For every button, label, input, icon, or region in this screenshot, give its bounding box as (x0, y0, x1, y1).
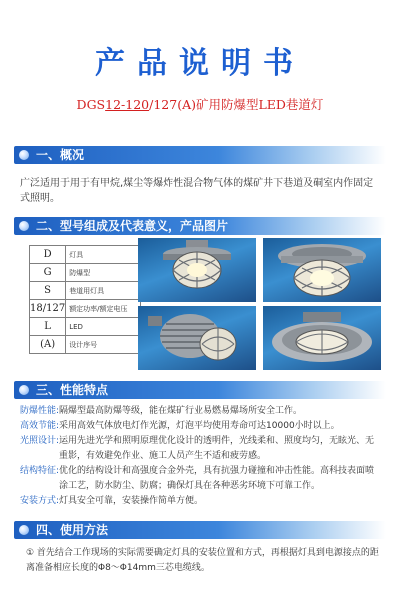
model-code-desc: 设计序号 (66, 336, 141, 354)
model-code-desc: 灯具 (66, 246, 141, 264)
list-item (20, 419, 382, 434)
subtitle-prefix: DGS (76, 97, 106, 112)
product-photo-3 (138, 306, 256, 370)
table-row (30, 300, 141, 318)
list-item (20, 404, 382, 419)
document-title: 产品说明书 (95, 46, 305, 81)
feature-key: 光照设计: (20, 436, 60, 446)
subtitle-power-range: 12-120 (105, 97, 150, 112)
table-row (30, 246, 141, 264)
table-row (30, 336, 141, 354)
feature-key: 防爆性能: (20, 406, 60, 416)
model-code: 18/127 (30, 300, 66, 318)
feature-value: 采用高效气体放电灯作光源，灯泡平均使用寿命可达10000小时以上。 (59, 421, 340, 431)
section-overview-header (14, 146, 386, 164)
feature-value: 运用先进光学和照明原理优化设计的透明件，光线柔和、照度均匀，无眩光、无重影，有效避免作业、施工人员产生不适和疲劳感。 (59, 436, 375, 461)
model-code-desc: 防爆型 (66, 264, 141, 282)
product-model-subtitle (0, 95, 400, 113)
list-item (20, 464, 382, 494)
bullet-icon (19, 150, 29, 160)
model-code-table (29, 245, 141, 354)
model-code-desc: LED (66, 318, 141, 336)
table-row (30, 282, 141, 300)
product-photo-4 (263, 306, 381, 370)
feature-key: 结构特征: (20, 466, 60, 476)
section-usage-header (14, 521, 386, 539)
feature-key: 高效节能: (20, 421, 60, 431)
model-code: S (30, 282, 66, 300)
list-item (20, 434, 382, 464)
section-model-header (14, 217, 386, 235)
model-code: G (30, 264, 66, 282)
section-features-header (14, 381, 386, 399)
model-code: D (30, 246, 66, 264)
model-code-desc: 额定功率/额定电压 (66, 300, 141, 318)
features-list (20, 404, 382, 509)
list-item (20, 494, 382, 509)
overview-text: 广泛适用于用于有甲烷,煤尘等爆炸性混合物气体的煤矿井下巷道及硐室内作固定式照明。 (20, 178, 374, 204)
model-code: L (30, 318, 66, 336)
section-usage-title: 四、使用方法 (36, 523, 109, 537)
section-features-title: 三、性能特点 (36, 383, 109, 397)
feature-value: 优化的结构设计和高强度合金外壳，具有抗强力碰撞和冲击性能。高科技表面喷涂工艺，防水防尘、防腐；确保灯具在各种恶劣环境下可靠工作。 (59, 466, 375, 491)
feature-key: 安装方式: (20, 496, 60, 506)
model-code-desc: 巷道用灯具 (66, 282, 141, 300)
subtitle-suffix: /127(A)矿用防爆型LED巷道灯 (149, 97, 324, 112)
section-model-title: 二、型号组成及代表意义，产品图片 (36, 219, 229, 233)
feature-value: 隔爆型最高防爆等级，能在煤矿行业易燃易爆场所安全工作。 (59, 406, 303, 416)
table-row (30, 318, 141, 336)
bullet-icon (19, 525, 29, 535)
usage-text: ① 首先结合工作现场的实际需要确定灯具的安装位置和方式，再根据灯具到电源接点的距离准备相应长度的Φ8～Φ14mm三芯电缆线。 (26, 548, 379, 573)
section-overview-title: 一、概况 (36, 148, 85, 162)
bullet-icon (19, 385, 29, 395)
model-code: (A) (30, 336, 66, 354)
product-photo-2 (263, 238, 381, 302)
table-row (30, 264, 141, 282)
product-photo-1 (138, 238, 256, 302)
bullet-icon (19, 221, 29, 231)
feature-value: 灯具安全可靠，安装操作简单方便。 (59, 496, 204, 506)
